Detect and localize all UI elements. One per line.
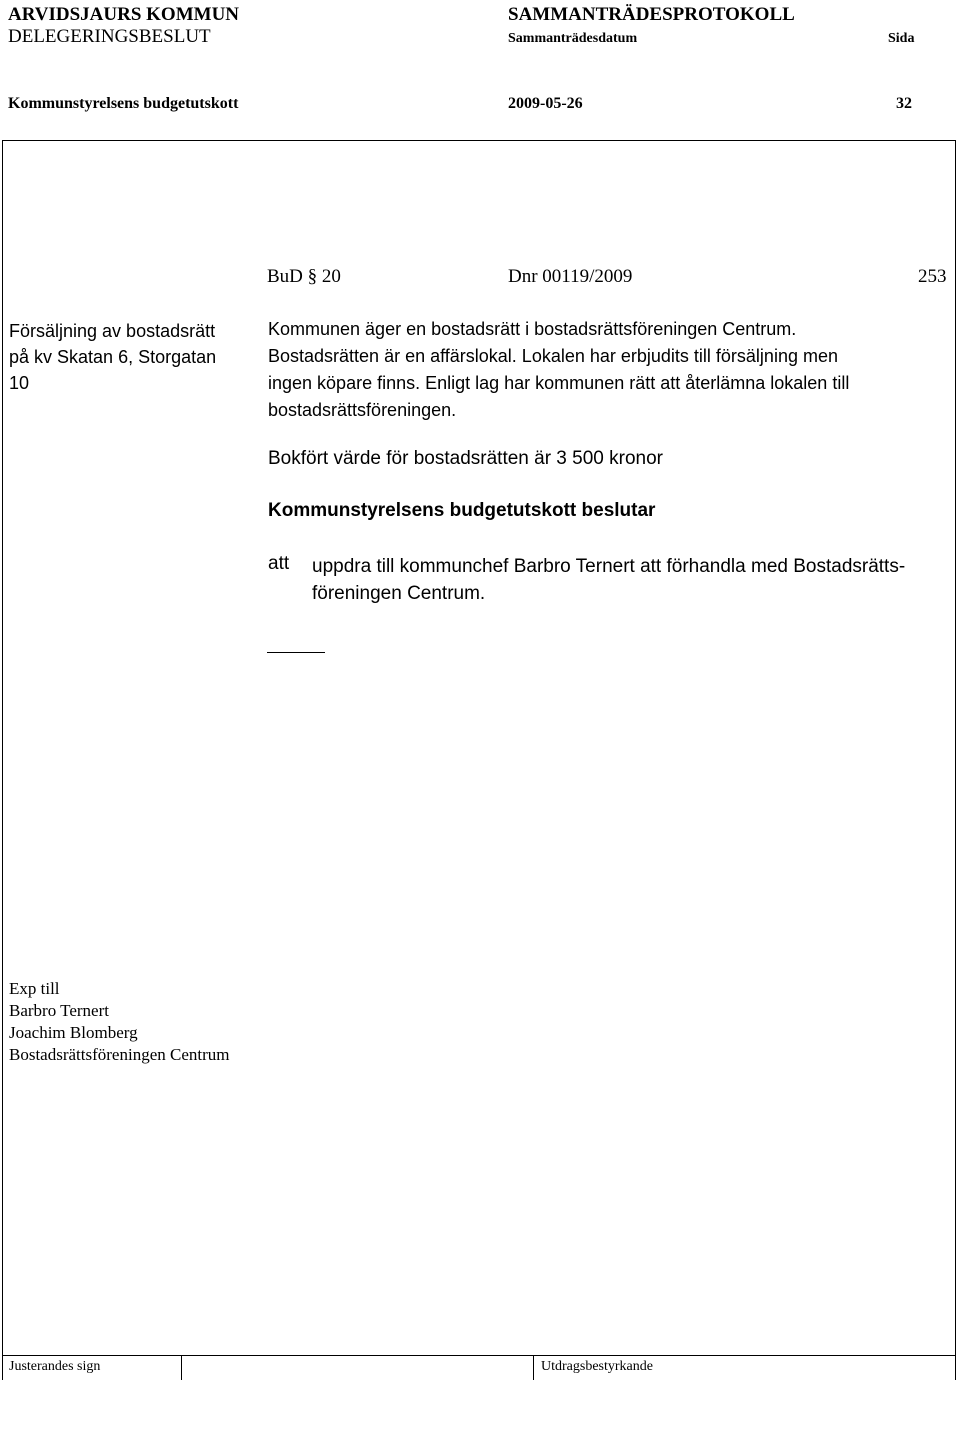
- case-description: [268, 316, 849, 424]
- section-end-rule: [267, 652, 325, 653]
- distribution-recipient: Barbro Ternert: [9, 1001, 109, 1020]
- organization-name: ARVIDSJAURS KOMMUN: [8, 4, 240, 25]
- distribution-heading: Exp till: [9, 979, 60, 998]
- paragraph-number: 253: [918, 266, 947, 287]
- case-heading-line: på kv Skatan 6, Storgatan: [9, 347, 217, 367]
- book-value-text: Bokfört värde för bostadsrätten är 3 500 kronor: [268, 448, 663, 469]
- distribution-recipient: Bostadsrättsföreningen Centrum: [9, 1045, 230, 1064]
- document-type: SAMMANTRÄDESPROTOKOLL: [508, 4, 795, 25]
- body-line: Kommunen äger en bostadsrätt i bostadsrättsföreningen Centrum.: [268, 319, 797, 339]
- page-label: Sida: [888, 31, 915, 46]
- distribution-recipient: Joachim Blomberg: [9, 1023, 138, 1042]
- case-reference: BuD § 20: [267, 266, 341, 287]
- body-line: Bostadsrätten är en affärslokal. Lokalen har erbjudits till försäljning men: [268, 346, 838, 366]
- decision-heading: Kommunstyrelsens budgetutskott beslutar: [268, 500, 656, 521]
- decision-text: [312, 553, 905, 607]
- decision-prefix: att: [268, 553, 290, 574]
- diary-number: Dnr 00119/2009: [508, 266, 633, 287]
- footer-divider: [181, 1355, 182, 1380]
- department-label: DELEGERINGSBESLUT: [8, 26, 211, 47]
- decision-line: uppdra till kommunchef Barbro Ternert att förhandla med Bostadsrätts-: [312, 556, 906, 577]
- body-line: bostadsrättsföreningen.: [268, 400, 457, 420]
- footer-divider: [533, 1355, 534, 1380]
- meeting-date: 2009-05-26: [508, 95, 583, 112]
- case-heading: [9, 318, 216, 396]
- meeting-date-label: Sammanträdesdatum: [508, 31, 638, 46]
- decision-line: föreningen Centrum.: [312, 583, 486, 604]
- page-number: 32: [896, 95, 912, 112]
- committee-name: Kommunstyrelsens budgetutskott: [8, 95, 239, 112]
- footer-divider: [2, 1355, 3, 1380]
- distribution-list: [9, 978, 230, 1066]
- extract-certification-label: Utdragsbestyrkande: [541, 1359, 653, 1374]
- case-heading-line: 10: [9, 373, 30, 393]
- case-heading-line: Försäljning av bostadsrätt: [9, 321, 216, 341]
- adjuster-sign-label: Justerandes sign: [9, 1359, 101, 1374]
- body-line: ingen köpare finns. Enligt lag har kommunen rätt att återlämna lokalen till: [268, 373, 850, 393]
- footer-divider: [955, 1355, 956, 1380]
